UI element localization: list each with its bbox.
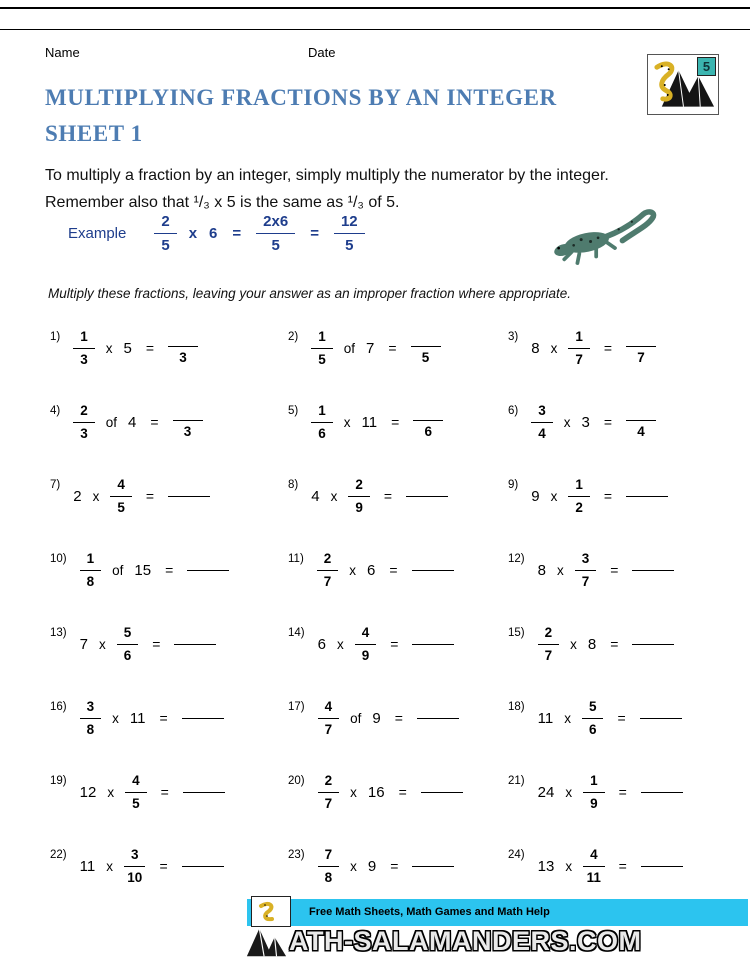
problem-expression	[73, 478, 210, 514]
fraction-denominator: 6	[588, 721, 597, 737]
operator: x	[107, 784, 115, 800]
problem-16	[50, 681, 288, 755]
operator: of	[343, 340, 356, 356]
integer: 16	[367, 783, 385, 801]
fraction	[73, 330, 95, 366]
operator: x	[336, 636, 344, 652]
integer: 7	[366, 339, 375, 357]
fraction-numerator: 4	[110, 478, 132, 497]
problem-12	[508, 533, 716, 607]
problem-number: 6)	[508, 405, 519, 417]
operator: x	[564, 710, 571, 726]
problem-19	[50, 755, 288, 829]
answer-blank	[182, 718, 224, 719]
problem-number: 24)	[508, 849, 525, 861]
problem-3	[508, 311, 716, 385]
example-expression	[154, 214, 364, 253]
problem-expression	[318, 848, 455, 884]
fraction	[583, 848, 605, 884]
operator: x	[112, 710, 119, 726]
problem-22	[50, 829, 288, 903]
equals-sign: =	[310, 225, 319, 242]
integer: 11	[361, 413, 378, 431]
integer: 11	[129, 709, 146, 727]
problem-expression	[531, 404, 656, 440]
answer-denominator: 5	[421, 350, 430, 366]
fraction	[73, 404, 95, 440]
integer: 2	[73, 487, 82, 505]
answer-blank	[641, 792, 683, 793]
fraction-denominator: 9	[590, 795, 598, 811]
integer: 11	[537, 709, 554, 727]
fraction-numerator: 7	[318, 848, 340, 867]
problem-20	[288, 755, 508, 829]
answer-numerator-blank	[626, 405, 656, 421]
integer: 9	[367, 857, 377, 875]
fraction-numerator: 5	[117, 626, 139, 645]
operator: x	[98, 636, 106, 652]
fraction-denominator: 5	[161, 237, 170, 254]
operator: x	[106, 858, 113, 874]
fraction-numerator: 4	[318, 700, 340, 719]
answer-blank	[632, 644, 674, 645]
problem-number: 23)	[288, 849, 305, 861]
fraction	[117, 626, 139, 662]
date-label: Date	[308, 45, 336, 60]
fraction-numerator: 4	[583, 848, 605, 867]
operator: x	[563, 414, 571, 430]
problem-13	[50, 607, 288, 681]
fraction-denominator: 5	[117, 499, 125, 515]
equals-sign: =	[391, 414, 400, 430]
equals-sign: =	[152, 636, 161, 652]
problem-9	[508, 459, 716, 533]
answer-blank	[421, 792, 463, 793]
fraction-numerator: 2x6	[256, 214, 295, 234]
equals-sign: =	[388, 340, 397, 356]
equals-sign: =	[232, 225, 242, 242]
fraction-denominator: 8	[324, 869, 333, 885]
equals-sign: =	[145, 488, 155, 504]
problem-5	[288, 385, 508, 459]
integer: 8	[587, 635, 597, 653]
fraction-denominator: 6	[318, 425, 326, 441]
fraction-numerator: 2	[73, 404, 95, 423]
problem-number: 15)	[508, 627, 525, 639]
problem-expression	[73, 404, 202, 440]
answer-blank	[412, 866, 454, 867]
answer-blank	[640, 718, 682, 719]
fraction	[318, 774, 340, 810]
problem-expression	[318, 700, 459, 736]
fraction-numerator: 1	[311, 330, 333, 349]
fraction	[110, 478, 132, 514]
fraction-denominator: 9	[355, 499, 363, 515]
fraction	[125, 774, 147, 810]
problem-expression	[538, 552, 675, 588]
problem-number: 18)	[508, 701, 525, 713]
problem-number: 10)	[50, 553, 67, 565]
integer: 9	[372, 709, 381, 727]
integer: 9	[531, 487, 540, 505]
answer-fraction	[626, 331, 656, 365]
fraction	[80, 552, 102, 588]
equals-sign: =	[159, 710, 168, 726]
problem-number: 7)	[50, 479, 61, 491]
equals-sign: =	[160, 784, 169, 800]
problem-6	[508, 385, 716, 459]
problem-number: 13)	[50, 627, 67, 639]
equals-sign: =	[610, 562, 619, 578]
equals-sign: =	[383, 488, 393, 504]
fraction-numerator: 5	[582, 700, 604, 719]
equals-sign: =	[398, 784, 407, 800]
answer-numerator-blank	[626, 331, 656, 347]
problem-15	[508, 607, 716, 681]
integer: 6	[367, 561, 376, 579]
equals-sign: =	[150, 414, 159, 430]
answer-blank	[632, 570, 674, 571]
top-border-line	[0, 7, 750, 9]
problem-expression	[80, 774, 225, 810]
problem-23	[288, 829, 508, 903]
problem-number: 9)	[508, 479, 519, 491]
answer-blank	[183, 792, 225, 793]
footer-wordmark	[244, 922, 641, 960]
integer: 13	[537, 857, 555, 875]
problem-expression	[317, 552, 454, 588]
fraction-denominator: 5	[271, 237, 280, 254]
fraction-numerator: 12	[334, 214, 365, 234]
fraction-numerator: 1	[568, 330, 590, 349]
fraction-denominator: 2	[575, 499, 583, 515]
equals-sign: =	[603, 340, 613, 356]
worksheet-header	[45, 45, 685, 60]
operator: x	[343, 414, 351, 430]
integer: 6	[209, 225, 218, 242]
problem-17	[288, 681, 508, 755]
problem-expression	[538, 626, 675, 662]
problems-grid	[50, 311, 716, 903]
fraction-denominator: 5	[318, 351, 326, 367]
fraction	[256, 214, 295, 253]
problem-expression	[538, 700, 682, 736]
answer-denominator: 6	[424, 424, 433, 440]
fraction-denominator: 4	[538, 425, 546, 441]
operator: of	[105, 414, 118, 430]
problem-18	[508, 681, 716, 755]
problem-number: 16)	[50, 701, 67, 713]
answer-blank	[187, 570, 229, 571]
problem-expression	[73, 330, 198, 366]
fraction-denominator: 5	[132, 795, 140, 811]
equals-sign: =	[610, 636, 619, 652]
header-divider-line	[0, 29, 750, 30]
fraction	[575, 552, 597, 588]
problem-21	[508, 755, 716, 829]
answer-blank	[182, 866, 224, 867]
integer: 7	[79, 635, 88, 653]
problem-expression	[80, 552, 230, 588]
problem-number: 4)	[50, 405, 61, 417]
equals-sign: =	[159, 858, 168, 874]
fraction	[355, 626, 377, 662]
fraction-numerator: 1	[80, 552, 102, 571]
fraction-denominator: 3	[80, 425, 88, 441]
fraction-denominator: 7	[575, 351, 583, 367]
fraction-numerator: 3	[80, 700, 102, 719]
answer-numerator-blank	[411, 331, 441, 347]
problem-number: 1)	[50, 331, 61, 343]
equals-sign: =	[165, 562, 174, 578]
operator: x	[92, 488, 100, 504]
problem-7	[50, 459, 288, 533]
answer-blank	[626, 496, 668, 497]
problem-number: 12)	[508, 553, 525, 565]
grade-5-badge: 5	[697, 57, 716, 76]
answer-denominator: 3	[179, 350, 187, 366]
answer-denominator: 7	[637, 350, 645, 366]
problem-number: 22)	[50, 849, 67, 861]
answer-denominator: 4	[637, 424, 645, 440]
fraction-denominator: 10	[127, 869, 143, 885]
equals-sign: =	[390, 636, 399, 652]
equals-sign: =	[618, 784, 627, 800]
answer-numerator-blank	[173, 405, 203, 421]
integer: 3	[581, 413, 590, 431]
answer-fraction	[411, 331, 441, 365]
answer-fraction	[173, 405, 203, 439]
problem-1	[50, 311, 288, 385]
problem-number: 17)	[288, 701, 305, 713]
fraction-numerator: 2	[348, 478, 370, 497]
problem-expression	[538, 774, 683, 810]
fraction	[317, 552, 339, 588]
name-label: Name	[45, 45, 80, 60]
answer-fraction	[413, 405, 443, 439]
footer-wordmark-text: ATH-SALAMANDERS.COM	[289, 925, 642, 956]
brand-logo	[647, 54, 719, 115]
problem-11	[288, 533, 508, 607]
equals-sign: =	[390, 858, 399, 874]
fraction	[582, 700, 604, 736]
salamander-icon	[256, 900, 286, 924]
instruction-text: Multiply these fractions, leaving your answer as an improper fraction where appropriate.	[48, 286, 572, 301]
problem-expression	[80, 626, 217, 662]
equals-sign: =	[617, 710, 626, 726]
integer: 4	[311, 487, 320, 505]
intro-line-2: Remember also that ¹/₃ x 5 is the same as ¹/₃ of 5.	[45, 194, 400, 211]
answer-blank	[641, 866, 683, 867]
operator: x	[330, 488, 338, 504]
operator: x	[565, 784, 573, 800]
problem-expression	[318, 626, 455, 662]
integer: 11	[79, 857, 96, 875]
integer: 24	[537, 783, 555, 801]
integer: 8	[537, 561, 546, 579]
fraction-denominator: 8	[86, 721, 95, 737]
operator: x	[349, 562, 357, 578]
problem-number: 3)	[508, 331, 519, 343]
problem-2	[288, 311, 508, 385]
example-row	[68, 214, 365, 253]
problem-8	[288, 459, 508, 533]
fraction-denominator: 3	[80, 351, 88, 367]
equals-sign: =	[145, 340, 155, 356]
fraction-denominator: 7	[581, 573, 590, 589]
operator: x	[556, 562, 564, 578]
problem-10	[50, 533, 288, 607]
answer-denominator: 3	[183, 424, 192, 440]
problem-number: 21)	[508, 775, 525, 787]
fraction-denominator: 5	[345, 237, 354, 254]
example-label: Example	[68, 225, 127, 242]
fraction-numerator: 2	[154, 214, 176, 234]
problem-14	[288, 607, 508, 681]
answer-numerator-blank	[168, 331, 198, 347]
fraction-numerator: 3	[124, 848, 146, 867]
problem-expression	[531, 330, 656, 366]
equals-sign: =	[394, 710, 403, 726]
fraction	[568, 478, 590, 514]
fraction-numerator: 1	[583, 774, 605, 793]
answer-fraction	[626, 405, 656, 439]
fraction-numerator: 2	[538, 626, 560, 645]
equals-sign: =	[389, 562, 398, 578]
fraction-denominator: 7	[323, 573, 332, 589]
fraction-numerator: 2	[317, 552, 339, 571]
problem-number: 2)	[288, 331, 299, 343]
integer: 6	[317, 635, 326, 653]
fraction-denominator: 7	[324, 795, 333, 811]
fraction	[583, 774, 605, 810]
footer-tagline: Free Math Sheets, Math Games and Math Help	[309, 906, 550, 918]
integer: 12	[79, 783, 97, 801]
page-title	[45, 80, 557, 152]
problem-expression	[80, 700, 224, 736]
problem-4	[50, 385, 288, 459]
fraction-denominator: 9	[361, 647, 370, 663]
fraction-numerator: 2	[318, 774, 340, 793]
fraction	[154, 214, 176, 253]
problem-expression	[311, 404, 443, 440]
problem-expression	[80, 848, 224, 884]
fraction-numerator: 4	[355, 626, 377, 645]
operator: x	[350, 784, 357, 800]
fraction	[531, 404, 553, 440]
operator: x	[570, 636, 577, 652]
equals-sign: =	[603, 488, 613, 504]
integer: 15	[134, 561, 152, 579]
problem-24	[508, 829, 716, 903]
problem-number: 19)	[50, 775, 67, 787]
fraction	[311, 404, 333, 440]
operator: x	[188, 225, 198, 242]
operator: x	[105, 340, 113, 356]
intro-text	[45, 162, 609, 216]
integer: 5	[123, 339, 132, 357]
fraction-denominator: 7	[324, 721, 333, 737]
fraction-numerator: 1	[568, 478, 590, 497]
operator: x	[565, 858, 573, 874]
fraction-numerator: 3	[575, 552, 597, 571]
problem-number: 5)	[288, 405, 299, 417]
fraction-denominator: 6	[123, 647, 132, 663]
answer-blank	[406, 496, 448, 497]
problem-number: 11)	[288, 553, 304, 565]
fraction	[80, 700, 102, 736]
answer-numerator-blank	[413, 405, 443, 421]
integer: 4	[128, 413, 137, 431]
operator: of	[350, 710, 362, 726]
operator: x	[350, 858, 357, 874]
operator: of	[112, 562, 124, 578]
answer-blank	[174, 644, 216, 645]
problem-expression	[531, 478, 668, 514]
problem-expression	[538, 848, 683, 884]
salamander-illustration	[538, 200, 660, 268]
fraction	[538, 626, 560, 662]
problem-number: 8)	[288, 479, 299, 491]
fraction-numerator: 4	[125, 774, 147, 793]
answer-blank	[412, 570, 454, 571]
integer: 8	[531, 339, 540, 357]
mountain-m-icon	[244, 924, 288, 958]
fraction	[318, 700, 340, 736]
fraction-numerator: 1	[311, 404, 333, 423]
operator: x	[550, 340, 558, 356]
fraction-denominator: 11	[586, 869, 601, 885]
problem-number: 14)	[288, 627, 305, 639]
fraction	[124, 848, 146, 884]
equals-sign: =	[603, 414, 613, 430]
fraction-denominator: 7	[544, 647, 553, 663]
fraction	[318, 848, 340, 884]
answer-fraction	[168, 331, 198, 365]
answer-blank	[417, 718, 459, 719]
fraction	[334, 214, 365, 253]
fraction	[568, 330, 590, 366]
equals-sign: =	[618, 858, 627, 874]
operator: x	[550, 488, 558, 504]
problem-expression	[318, 774, 463, 810]
fraction-denominator: 8	[86, 573, 95, 589]
title-line-1: MULTIPLYING FRACTIONS BY AN INTEGER	[45, 85, 557, 110]
fraction	[311, 330, 333, 366]
problem-number: 20)	[288, 775, 305, 787]
intro-line-1: To multiply a fraction by an integer, simply multiply the numerator by the integer.	[45, 167, 609, 184]
fraction	[348, 478, 370, 514]
answer-blank	[412, 644, 454, 645]
problem-expression	[311, 478, 448, 514]
fraction-numerator: 3	[531, 404, 553, 423]
answer-blank	[168, 496, 210, 497]
fraction-numerator: 1	[73, 330, 95, 349]
problem-expression	[311, 330, 440, 366]
title-line-2: SHEET 1	[45, 121, 143, 146]
